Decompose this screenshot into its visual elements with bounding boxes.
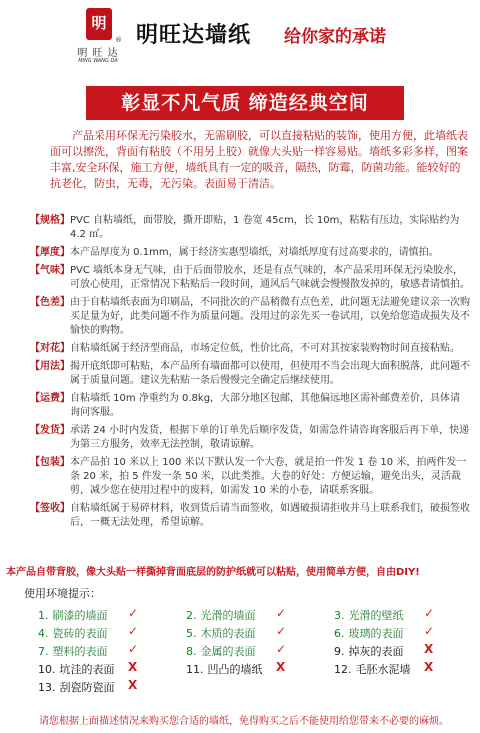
surface-item bbox=[186, 607, 256, 623]
spec-label: 【规格】 bbox=[30, 215, 70, 226]
registered-mark: ® bbox=[115, 36, 122, 44]
spec-label: 【包装】 bbox=[30, 457, 70, 468]
check-icon: ✓ bbox=[276, 606, 287, 620]
surface-name: 金属的表面 bbox=[200, 645, 256, 658]
surface-number: 2. bbox=[186, 609, 197, 622]
spec-text: 自粘墙纸属于经济型商品，市场定位低，性价比高，不可对其按家装购物时间直接粘贴。 bbox=[70, 343, 460, 354]
surface-item bbox=[38, 643, 108, 659]
cross-icon: X bbox=[424, 660, 434, 674]
cross-icon: X bbox=[424, 642, 434, 656]
surface-number: 6. bbox=[334, 627, 345, 640]
spec-row bbox=[30, 456, 470, 498]
surface-item bbox=[186, 661, 263, 677]
logo-english-name: MING WANG DA bbox=[78, 58, 118, 64]
usage-callout: 本产品自带背胶，像大头贴一样撕掉背面底层的防护纸就可以粘贴，使用简单方便，自由DIY! bbox=[6, 567, 420, 578]
spec-text: 揭开底纸即可粘贴，本产品所有墙面都可以使用，但使用不当会出现大面积脱落，此问题不属于质量问题。建议先粘贴一条后慢慢完全确定后继续使用。 bbox=[70, 361, 470, 386]
check-icon: ✓ bbox=[128, 624, 139, 638]
brand-logo bbox=[66, 8, 126, 74]
spec-row bbox=[30, 246, 470, 260]
surface-name: 坑洼的表面 bbox=[59, 663, 115, 676]
spec-row bbox=[30, 360, 470, 388]
surface-item bbox=[334, 643, 404, 659]
surface-number: 7. bbox=[38, 645, 49, 658]
check-icon: ✓ bbox=[128, 606, 139, 620]
logo-mark bbox=[86, 8, 112, 40]
spec-label: 【厚度】 bbox=[30, 247, 70, 258]
brand-slogan: 给你家的承诺 bbox=[284, 27, 386, 47]
surface-name: 掉灰的表面 bbox=[348, 645, 404, 658]
spec-row bbox=[30, 392, 470, 420]
spec-text: 承诺 24 小时内发货，根据下单的订单先后顺序发货，如需急件请咨询客服后再下单，快递为第三方服务，效率无法控制，敬请谅解。 bbox=[70, 425, 470, 450]
surface-name: 凹凸的墙纸 bbox=[207, 663, 263, 676]
surface-name: 毛胚水泥墙 bbox=[355, 663, 411, 676]
surface-name: 塑料的表面 bbox=[52, 645, 108, 658]
surface-item bbox=[38, 679, 115, 695]
check-icon: ✓ bbox=[128, 642, 139, 656]
footer-note: 请您根据上面描述情况来购买您合适的墙纸，免得购买之后不能使用给您带来不必要的麻烦。 bbox=[39, 716, 449, 727]
intro-text: 产品采用环保无污染胶水，无需刷胶，可以直接粘贴的装饰，使用方便，此墙纸表面可以擦洗，背面有粘胶（不用另上胶）就像大头贴一样容易贴。墙纸多彩多样，图案丰富,安全环保，施工方便，墙纸具有一定的吸音，隔热，防霉，防菌功能。能较好的抗老化，防虫，无毒，无污染。表面易于清洁。 bbox=[50, 129, 468, 190]
surface-number: 12. bbox=[334, 663, 352, 676]
logo-chinese-name: 明 旺 达 bbox=[77, 48, 119, 59]
check-icon: ✓ bbox=[424, 606, 435, 620]
spec-text: 由于自粘墙纸表面为印刷品，不同批次的产品稍微有点色差，此问题无法避免建议亲一次购买足量为好，此类问题不作为质量问题。没用过的亲先买一卷试用，以免给您造成损失及不愉快的购物。 bbox=[70, 297, 470, 336]
surface-name: 玻璃的表面 bbox=[348, 627, 404, 640]
surface-name: 木质的表面 bbox=[200, 627, 256, 640]
logo-glyph: 明 bbox=[91, 14, 107, 32]
spec-label: 【对花】 bbox=[30, 343, 70, 354]
surface-number: 11. bbox=[186, 663, 204, 676]
surface-number: 5. bbox=[186, 627, 197, 640]
spec-text: 本产品厚度为 0.1mm，属于经济实惠型墙纸，对墙纸厚度有过高要求的，请慎拍。 bbox=[70, 247, 439, 258]
surface-number: 3. bbox=[334, 609, 345, 622]
spec-label: 【色差】 bbox=[30, 297, 70, 308]
surface-number: 13. bbox=[38, 681, 56, 694]
spec-label: 【签收】 bbox=[30, 503, 70, 514]
spec-label: 【用法】 bbox=[30, 361, 70, 372]
headline-banner: 彰显不凡气质 缔造经典空间 bbox=[86, 86, 404, 120]
spec-text: 自粘墙纸属于易碎材料，收到货后请当面签收，如遇破损请拒收并马上联系我们，破损签收后，一概无法处理，希望谅解。 bbox=[70, 503, 470, 528]
spec-row bbox=[30, 424, 470, 452]
spec-row bbox=[30, 296, 470, 338]
surface-item bbox=[334, 661, 411, 677]
surface-item bbox=[334, 625, 404, 641]
surface-number: 8. bbox=[186, 645, 197, 658]
surface-number: 9. bbox=[334, 645, 345, 658]
header bbox=[0, 0, 480, 76]
tips-title: 使用环境提示： bbox=[24, 587, 101, 600]
surface-item bbox=[334, 607, 404, 623]
cross-icon: X bbox=[128, 678, 138, 692]
spec-text: PVC 自粘墙纸，面带胶，撕开即贴，1 卷宽 45cm，长 10m，粘粘有压边，实际贴约为 4.2 ㎡。 bbox=[70, 215, 460, 240]
spec-label: 【发货】 bbox=[30, 425, 70, 436]
surface-name: 光滑的墙面 bbox=[200, 609, 256, 622]
surface-item bbox=[186, 643, 256, 659]
cross-icon: X bbox=[128, 660, 138, 674]
surface-name: 光滑的壁纸 bbox=[348, 609, 404, 622]
spec-row bbox=[30, 264, 470, 292]
spec-label: 【气味】 bbox=[30, 265, 70, 276]
surface-item bbox=[186, 625, 256, 641]
spec-text: 本产品拍 10 米以上 100 米以下默认发一个大卷，就是拍一件发 1 卷 10 米，拍两件发一条 20 米，拍 5 件发一条 50 米，以此类推。大卷的好处：方便运输，避免出头，灵活裁剪，减少您在使用过程中的废料，如需发 10 米的小卷，请联系客服。 bbox=[70, 457, 467, 496]
surface-item bbox=[38, 661, 115, 677]
spec-row bbox=[30, 502, 470, 530]
surface-name: 刷漆的墙面 bbox=[52, 609, 108, 622]
surface-number: 10. bbox=[38, 663, 56, 676]
check-icon: ✓ bbox=[276, 642, 287, 656]
spec-row bbox=[30, 214, 470, 242]
spec-text: 自粘墙纸 10m 净重约为 0.8kg，大部分地区包邮，其他偏远地区需补邮费差价，具体请询问客服。 bbox=[70, 393, 461, 418]
cross-icon: X bbox=[276, 660, 286, 674]
surface-name: 瓷砖的表面 bbox=[52, 627, 108, 640]
product-intro bbox=[50, 128, 470, 192]
spec-list bbox=[30, 214, 470, 534]
check-icon: ✓ bbox=[276, 624, 287, 638]
spec-label: 【运费】 bbox=[30, 393, 70, 404]
spec-text: PVC 墙纸本身无气味，由于后面带胶水，还是有点气味的，本产品采用环保无污染胶水，可放心使用，正常情况下粘贴后一段时间，通风后气味就会慢慢散发掉的，敏感者请慎拍。 bbox=[70, 265, 470, 290]
brand-name: 明旺达墙纸 bbox=[136, 23, 252, 48]
surface-name: 刮瓷防瓷面 bbox=[59, 681, 115, 694]
surface-item bbox=[38, 607, 108, 623]
spec-row bbox=[30, 342, 470, 356]
check-icon: ✓ bbox=[424, 624, 435, 638]
surface-number: 4. bbox=[38, 627, 49, 640]
surface-item bbox=[38, 625, 108, 641]
surface-number: 1. bbox=[38, 609, 49, 622]
